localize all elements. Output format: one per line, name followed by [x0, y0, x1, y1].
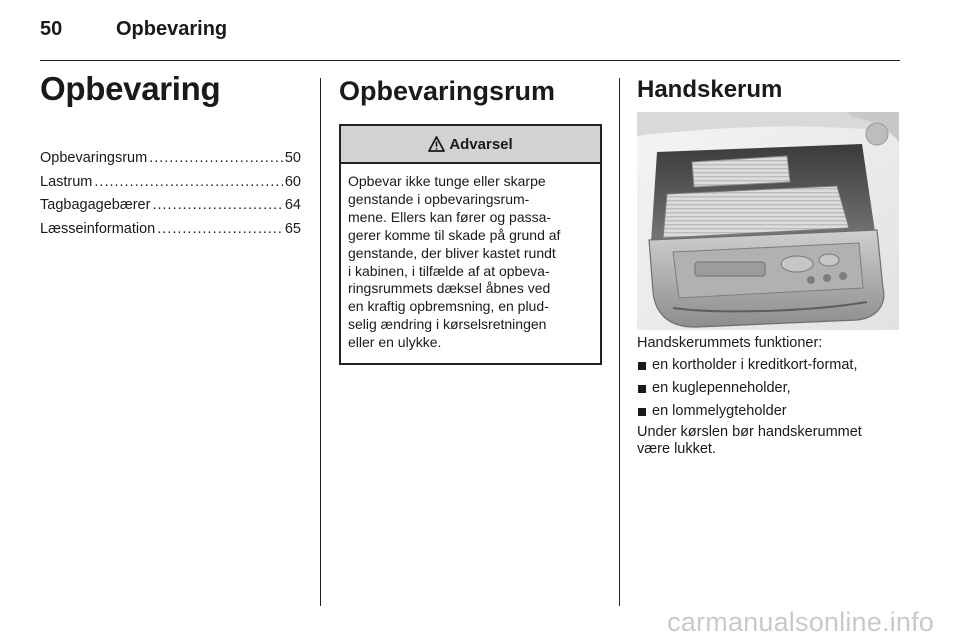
toc-page: 65: [284, 220, 301, 237]
list-item-text: en kuglepenneholder,: [652, 380, 791, 396]
square-bullet-icon: [638, 385, 646, 393]
toc-entry[interactable]: [40, 197, 301, 221]
toc-entry[interactable]: [40, 150, 301, 174]
feature-intro: Handskerummets funktioner:: [637, 335, 823, 351]
chapter-title: Opbevaring: [40, 70, 221, 107]
toc-entry[interactable]: [40, 174, 301, 198]
toc-leader: [149, 150, 283, 166]
toc-label: Lastrum: [40, 173, 93, 190]
running-title: Opbevaring: [116, 18, 228, 40]
list-item: [637, 377, 899, 400]
toc-leader: [152, 197, 282, 213]
column-divider: [320, 78, 321, 606]
warning-triangle-icon: [428, 136, 445, 152]
list-item-text: en lommelygteholder: [652, 403, 787, 419]
closing-note: Under kørslen bør handskerummet være lukket.: [637, 424, 862, 457]
list-item-text: en kortholder i kreditkort-format,: [652, 357, 858, 373]
feature-list: [637, 354, 899, 423]
table-of-contents: [40, 150, 301, 244]
toc-leader: [157, 221, 283, 237]
header-rule: [40, 60, 900, 61]
warning-box: [339, 124, 602, 365]
toc-leader: [94, 174, 282, 190]
toc-entry[interactable]: [40, 221, 301, 245]
square-bullet-icon: [638, 362, 646, 370]
toc-page: 60: [284, 173, 301, 190]
list-item: [637, 354, 899, 377]
page-number: 50: [40, 18, 63, 40]
section-heading-glovebox: Handskerum: [637, 76, 783, 103]
chapter-column: [40, 70, 302, 237]
column-divider: [619, 78, 620, 606]
watermark: carmanualsonline.info: [667, 607, 934, 637]
section-heading-storage: Opbevaringsrum: [339, 76, 556, 106]
warning-header: [341, 126, 600, 164]
warning-title: Advarsel: [449, 135, 513, 153]
square-bullet-icon: [638, 408, 646, 416]
toc-label: Opbevaringsrum: [40, 150, 148, 166]
glovebox-photo-icon: [637, 112, 899, 330]
toc-label: Tagbagagebærer: [40, 197, 151, 213]
toc-label: Læsseinformation: [40, 220, 156, 237]
page-header: [40, 18, 228, 41]
glovebox-text: [637, 332, 899, 458]
toc-page: 50: [284, 150, 301, 166]
warning-text: Opbevar ikke tunge eller skarpe genstande i opbevaringsrum- mene. Ellers kan fører og passa- gerer komme til skade på grund af genstande, der bliver kastet rundt i kabinen, i tilfælde af at opbeva- ringsrummets dæksel åbnes ved en kraftig opbremsning, en plud- selig ændring i kørselsretningen eller en ulykke.: [348, 173, 561, 351]
list-item: [637, 400, 899, 423]
toc-page: 64: [284, 197, 301, 213]
